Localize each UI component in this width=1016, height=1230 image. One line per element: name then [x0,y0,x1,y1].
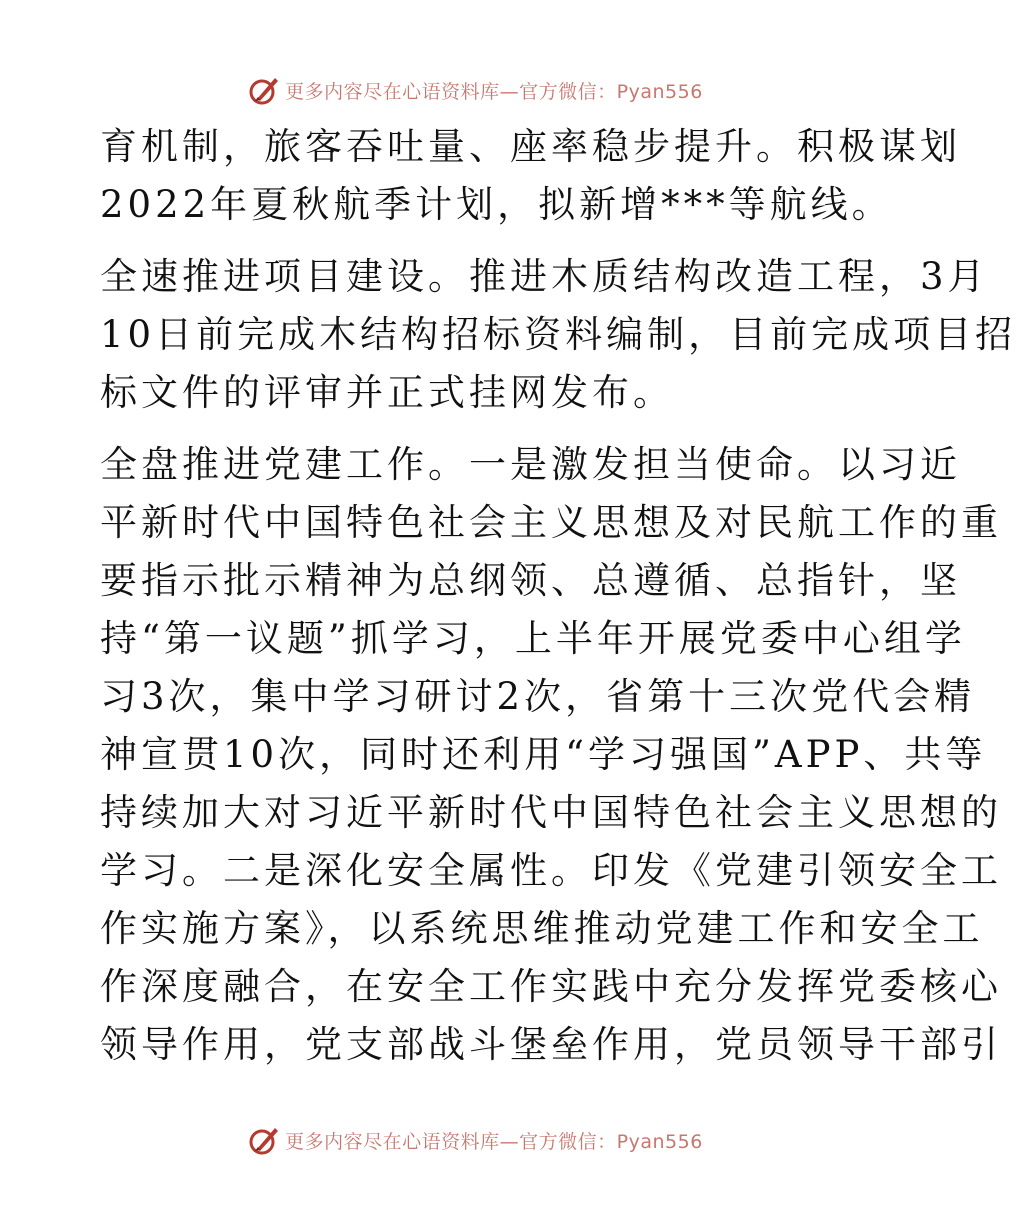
watermark-text: 更多内容尽在心语资料库—官方微信：Pyan556 [285,1130,703,1153]
text-line: 持续加大对习近平新时代中国特色社会主义思想的 [100,791,1002,834]
paragraph-party-building [100,436,1002,1074]
text-line: 全速推进项目建设。推进木质结构改造工程，3月 [100,255,989,298]
text-line: 要指示批示精神为总纲领、总遵循、总指针，坚 [100,559,961,602]
text-line: 10日前完成木结构招标资料编制，目前完成项目招 [100,313,1016,356]
text-line: 学习。二是深化安全属性。印发《党建引领安全工 [100,849,1002,892]
text-line: 育机制，旅客吞吐量、座率稳步提升。积极谋划 [100,125,961,168]
footer-watermark [0,1120,950,1160]
text-line: 全盘推进党建工作。一是激发担当使命。以习近 [100,443,961,486]
quill-logo-icon [247,1123,281,1157]
paragraph-passenger-flow [100,118,961,234]
text-line: 平新时代中国特色社会主义思想及对民航工作的重 [100,501,1002,544]
text-line: 领导作用，党支部战斗堡垒作用，党员领导干部引 [100,1023,1002,1066]
text-line: 2022年夏秋航季计划，拟新增***等航线。 [100,183,893,226]
text-line: 标文件的评审并正式挂网发布。 [100,371,674,414]
text-line: 习3次，集中学习研讨2次，省第十三次党代会精 [100,675,976,718]
text-line: 神宣贯10次，同时还利用“学习强国”APP、共等 [100,733,987,776]
document-body [100,118,1016,1074]
text-line: 作深度融合，在安全工作实践中充分发挥党委核心 [100,965,1002,1008]
paragraph-project-construction [100,248,1016,422]
text-line: 作实施方案》，以系统思维推动党建工作和安全工 [100,907,984,950]
quill-logo-icon [247,73,281,107]
watermark-text: 更多内容尽在心语资料库—官方微信：Pyan556 [285,80,703,103]
header-watermark [0,70,950,110]
text-line: 持“第一议题”抓学习，上半年开展党委中心组学 [100,617,966,660]
